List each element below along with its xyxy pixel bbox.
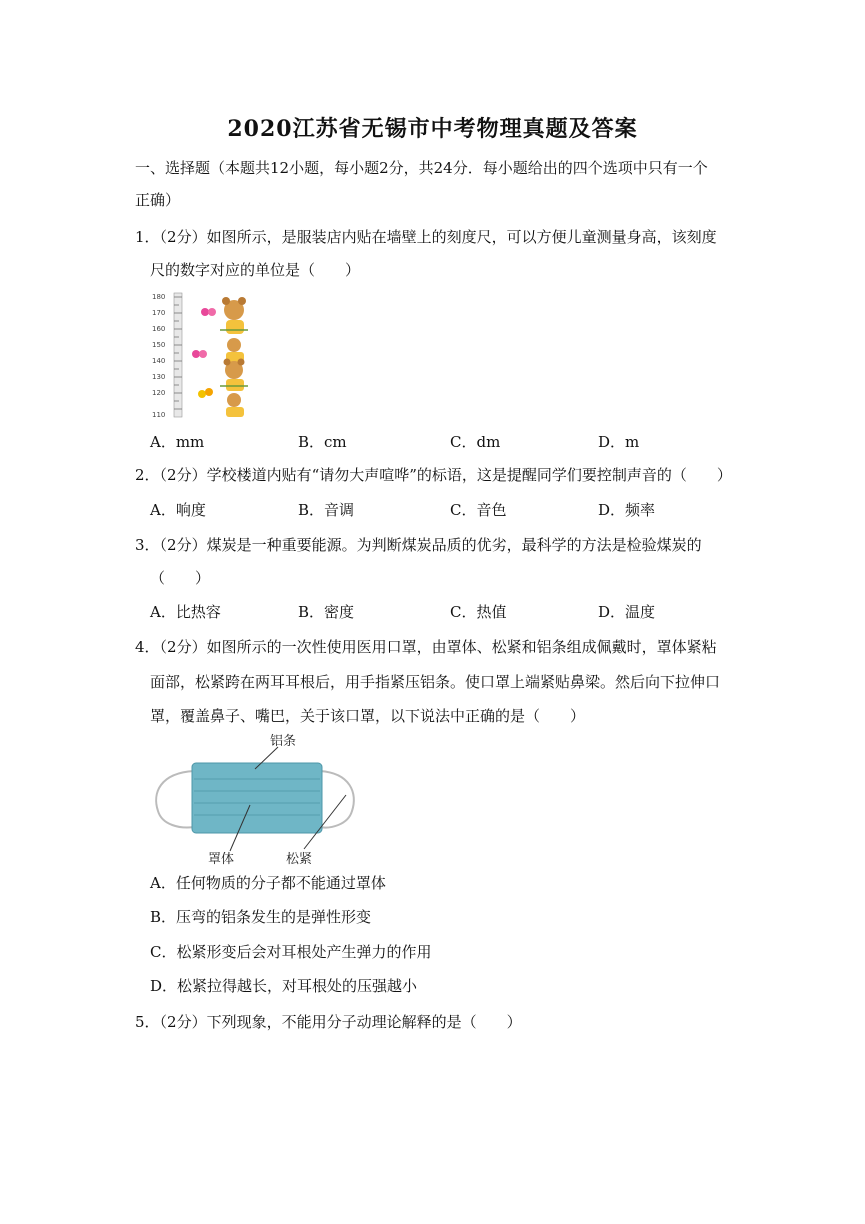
ruler-tick: 140 [152,357,166,365]
q4-option-d: D．松紧拉得越长，对耳根处的压强越小 [150,977,418,995]
q4-option-b: B．压弯的铝条发生的是弹性形变 [150,908,372,926]
q1-option-c: C．dm [450,433,501,451]
ruler-tick: 120 [152,389,166,397]
section-heading-line1: 一、选择题（本题共12小题，每小题2分，共24分．每小题给出的四个选项中只有一个 [135,159,708,177]
q4-option-a: A．任何物质的分子都不能通过罩体 [150,874,386,892]
q3-option-c: C．热值 [450,603,507,621]
section-heading-line2: 正确） [135,191,181,209]
label-elastic: 松紧 [286,852,313,867]
page-title: 2020江苏省无锡市中考物理真题及答案 [227,116,638,142]
q4-stem-line1: 4．（2分）如图所示的一次性使用医用口罩，由罩体、松紧和铝条组成佩戴时，罩体紧粘 [135,638,717,656]
ruler-tick: 180 [152,293,166,301]
q4-stem-line2: 面部，松紧跨在两耳耳根后，用手指紧压铝条。使口罩上端紧贴鼻梁。然后向下拉伸口 [150,673,721,691]
height-ruler-figure [150,290,270,420]
q3-stem-line1: 3．（2分）煤炭是一种重要能源。为判断煤炭品质的优劣，最科学的方法是检验煤炭的 [135,536,702,554]
q3-option-d: D．温度 [598,603,656,621]
q1-option-b: B．cm [298,433,347,451]
ruler-tick: 130 [152,373,166,381]
label-aluminum-strip: 铝条 [270,734,297,749]
q2-option-a: A．响度 [150,501,206,519]
ruler-tick: 150 [152,341,166,349]
label-mask-body: 罩体 [208,852,235,867]
ruler-tick: 160 [152,325,166,333]
mask-figure [150,733,360,868]
q1-option-d: D．m [598,433,640,451]
q1-option-a: A．mm [150,433,205,451]
q2-stem-line1: 2．（2分）学校楼道内贴有“请勿大声喧哗”的标语，这是提醒同学们要控制声音的（ ） [135,466,732,484]
bear-illustration [220,297,248,417]
q5-stem-line1: 5．（2分）下列现象，不能用分子动理论解释的是（ ） [135,1013,522,1031]
q2-option-d: D．频率 [598,501,656,519]
q3-option-a: A．比热容 [150,603,221,621]
q1-stem-line1: 1．（2分）如图所示，是服装店内贴在墙壁上的刻度尺，可以方便儿童测量身高，该刻度 [135,228,717,246]
ruler-tick: 110 [152,411,166,419]
q4-stem-line3: 罩，覆盖鼻子、嘴巴，关于该口罩，以下说法中正确的是（ ） [150,707,586,725]
q2-option-c: C．音色 [450,501,507,519]
q2-option-b: B．音调 [298,501,355,519]
q4-option-c: C．松紧形变后会对耳根处产生弹力的作用 [150,943,432,961]
q3-stem-line2: （ ） [150,569,211,587]
q1-stem-line2: 尺的数字对应的单位是（ ） [150,261,361,279]
ruler-tick: 170 [152,309,166,317]
q3-option-b: B．密度 [298,603,355,621]
